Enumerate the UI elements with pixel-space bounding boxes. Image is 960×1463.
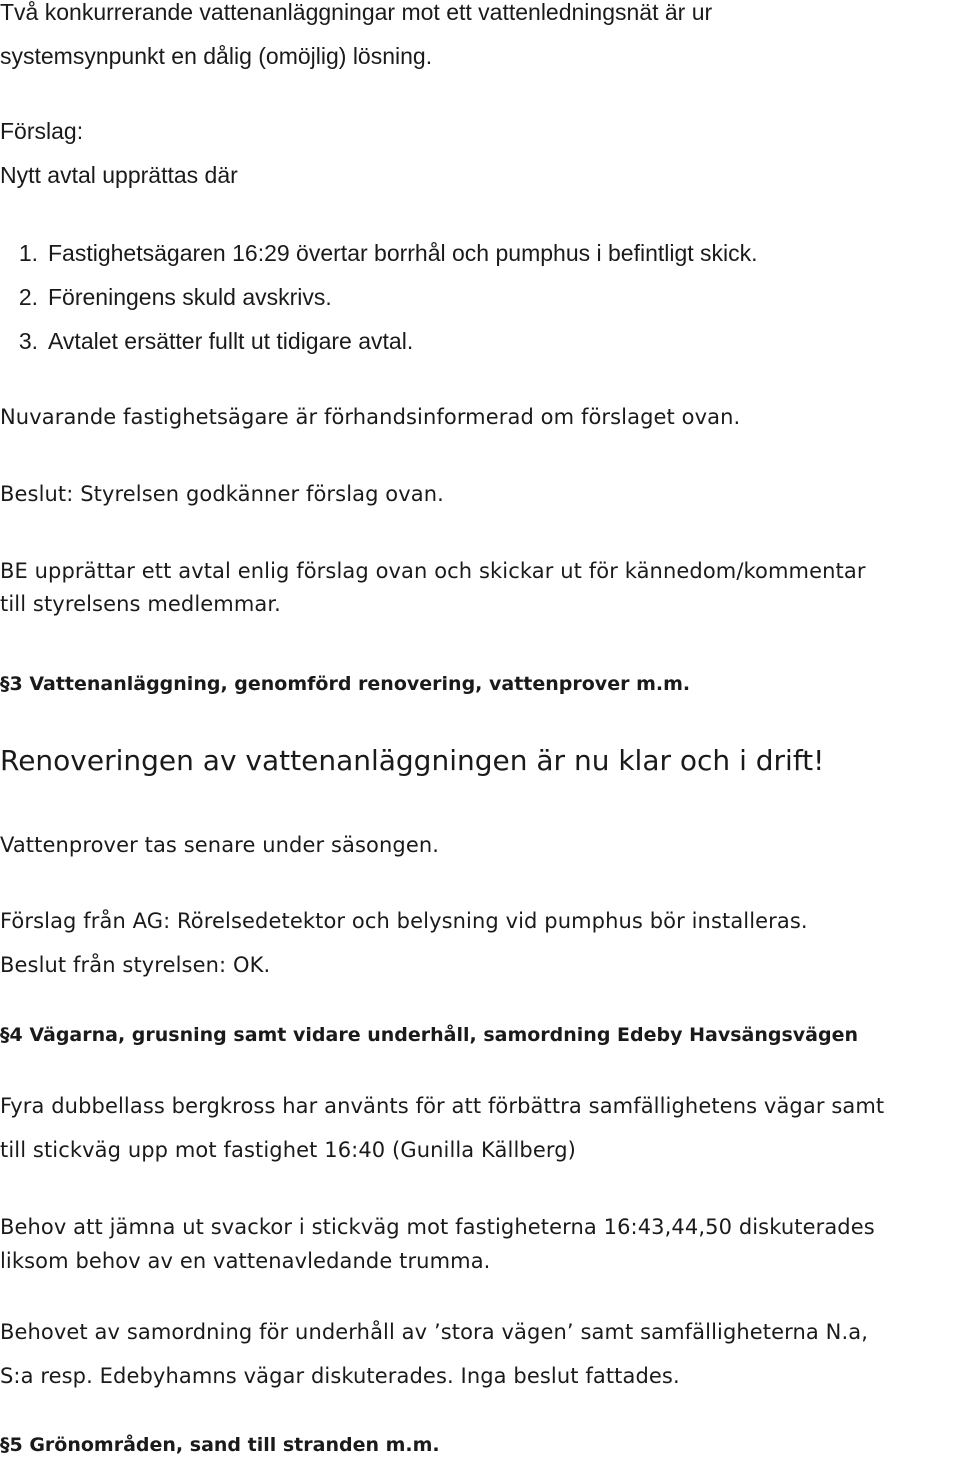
intro-line-2: systemsynpunkt en dålig (omöjlig) lösning. xyxy=(0,43,433,69)
hollows-text-line-1: Behov att jämna ut svackor i stickväg mot fastigheterna 16:43,44,50 diskuterades xyxy=(0,1215,875,1239)
water-samples-text: Vattenprover tas senare under säsongen. xyxy=(0,833,440,857)
proposal-label: Förslag: xyxy=(0,118,84,144)
hollows-text-line-2: liksom behov av en vattenavledande trumma. xyxy=(0,1249,491,1273)
list-number: 2. xyxy=(18,284,38,310)
list-item-text: Föreningens skuld avskrivs. xyxy=(48,284,332,310)
list-item-text: Fastighetsägaren 16:29 övertar borrhål och pumphus i befintligt skick. xyxy=(48,240,758,266)
section-3-heading: §3 Vattenanläggning, genomförd renovering, vattenprover m.m. xyxy=(0,673,691,695)
board-decision-text: Beslut från styrelsen: OK. xyxy=(0,953,271,977)
list-number: 1. xyxy=(18,240,38,266)
proposal-item-2 xyxy=(0,286,332,309)
informed-text: Nuvarande fastighetsägare är förhandsinformerad om förslaget ovan. xyxy=(0,405,741,429)
section-4-heading: §4 Vägarna, grusning samt vidare underhåll, samordning Edeby Havsängsvägen xyxy=(0,1024,859,1046)
intro-line-1: Två konkurrerande vattenanläggningar mot ett vattenledningsnät är ur xyxy=(0,0,713,25)
section-5-heading: §5 Grönområden, sand till stranden m.m. xyxy=(0,1434,440,1456)
be-text-line-1: BE upprättar ett avtal enlig förslag ovan och skickar ut för kännedom/kommentar xyxy=(0,559,866,583)
gravel-text-line-2: till stickväg upp mot fastighet 16:40 (Gunilla Källberg) xyxy=(0,1138,576,1162)
be-text-line-2: till styrelsens medlemmar. xyxy=(0,592,281,616)
proposal-item-3 xyxy=(0,330,413,353)
list-number: 3. xyxy=(18,328,38,354)
coordination-text-line-2: S:a resp. Edebyhamns vägar diskuterades. Inga beslut fattades. xyxy=(0,1364,680,1388)
gravel-text-line-1: Fyra dubbellass bergkross har använts för att förbättra samfällighetens vägar samt xyxy=(0,1094,885,1118)
coordination-text-line-1: Behovet av samordning för underhåll av ’stora vägen’ samt samfälligheterna N.a, xyxy=(0,1320,869,1344)
proposal-item-1 xyxy=(0,242,758,265)
list-item-text: Avtalet ersätter fullt ut tidigare avtal. xyxy=(48,328,414,354)
decision-text: Beslut: Styrelsen godkänner förslag ovan. xyxy=(0,482,444,506)
ag-proposal-text: Förslag från AG: Rörelsedetektor och belysning vid pumphus bör installeras. xyxy=(0,909,808,933)
renovation-done-text: Renoveringen av vattenanläggningen är nu klar och i drift! xyxy=(0,744,825,777)
proposal-intro: Nytt avtal upprättas där xyxy=(0,162,238,188)
